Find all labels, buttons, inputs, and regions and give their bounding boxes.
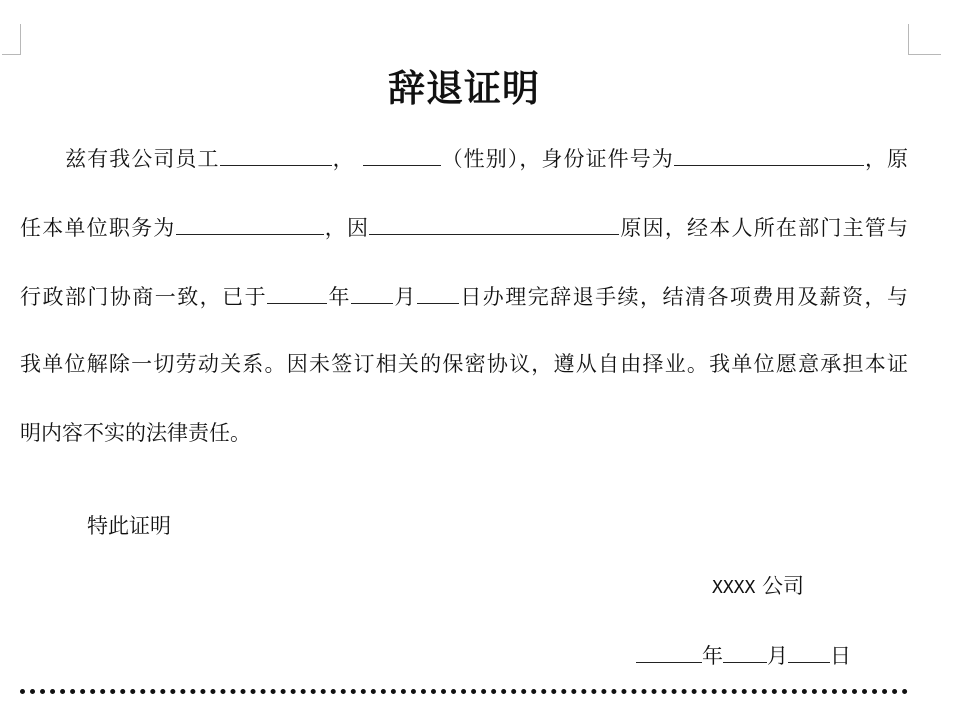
year-label: 年 (327, 285, 351, 309)
dismissal-month-blank[interactable] (351, 281, 393, 304)
employee-name-blank[interactable] (220, 143, 332, 166)
special-note: 特此证明 (87, 514, 171, 538)
sign-year-blank[interactable] (636, 640, 702, 663)
position-blank[interactable] (176, 212, 324, 235)
crop-mark-top-right (908, 24, 941, 55)
position-label-text: 任本单位职务为 (20, 216, 176, 240)
paragraph-line-1 (20, 143, 908, 174)
sign-month-blank[interactable] (723, 640, 767, 663)
sign-day-blank[interactable] (788, 640, 830, 663)
paragraph-line-2 (20, 212, 908, 243)
month-label: 月 (392, 285, 417, 309)
dismissal-year-blank[interactable] (267, 281, 327, 304)
page-break-divider (20, 689, 908, 694)
id-number-blank[interactable] (674, 143, 864, 166)
sign-month-label: 月 (767, 644, 788, 668)
line2-end-text: 原因，经本人所在部门主管与 (619, 216, 908, 240)
because-text: ，因 (323, 216, 370, 240)
gender-blank[interactable] (363, 143, 441, 166)
gender-id-text: （性别），身份证件号为 (440, 147, 674, 171)
line3-start-text: 行政部门协商一致，已于 (20, 285, 268, 309)
sign-day-label: 日 (830, 644, 851, 668)
intro-text: 兹有我公司员工 (64, 147, 220, 171)
signature-date (636, 640, 851, 671)
dismissal-day-blank[interactable] (417, 281, 459, 304)
reason-blank[interactable] (369, 212, 619, 235)
line3-end-text: 日办理完辞退手续，结清各项费用及薪资，与 (458, 285, 908, 309)
document-title: 辞退证明 (388, 67, 540, 110)
line1-end-text: ，原 (863, 147, 908, 171)
company-signature (712, 571, 804, 603)
sign-year-label: 年 (702, 644, 723, 668)
comma-text: ， (331, 147, 355, 171)
paragraph-line-5: 明内容不实的法律责任。 (20, 421, 251, 445)
company-suffix: 公司 (755, 574, 805, 598)
paragraph-line-4: 我单位解除一切劳动关系。因未签订相关的保密协议，遵从自由择业。我单位愿意承担本证 (20, 352, 908, 376)
paragraph-line-3 (20, 281, 908, 312)
crop-mark-top-left (2, 24, 21, 55)
company-name-placeholder: XXXX (712, 577, 756, 598)
